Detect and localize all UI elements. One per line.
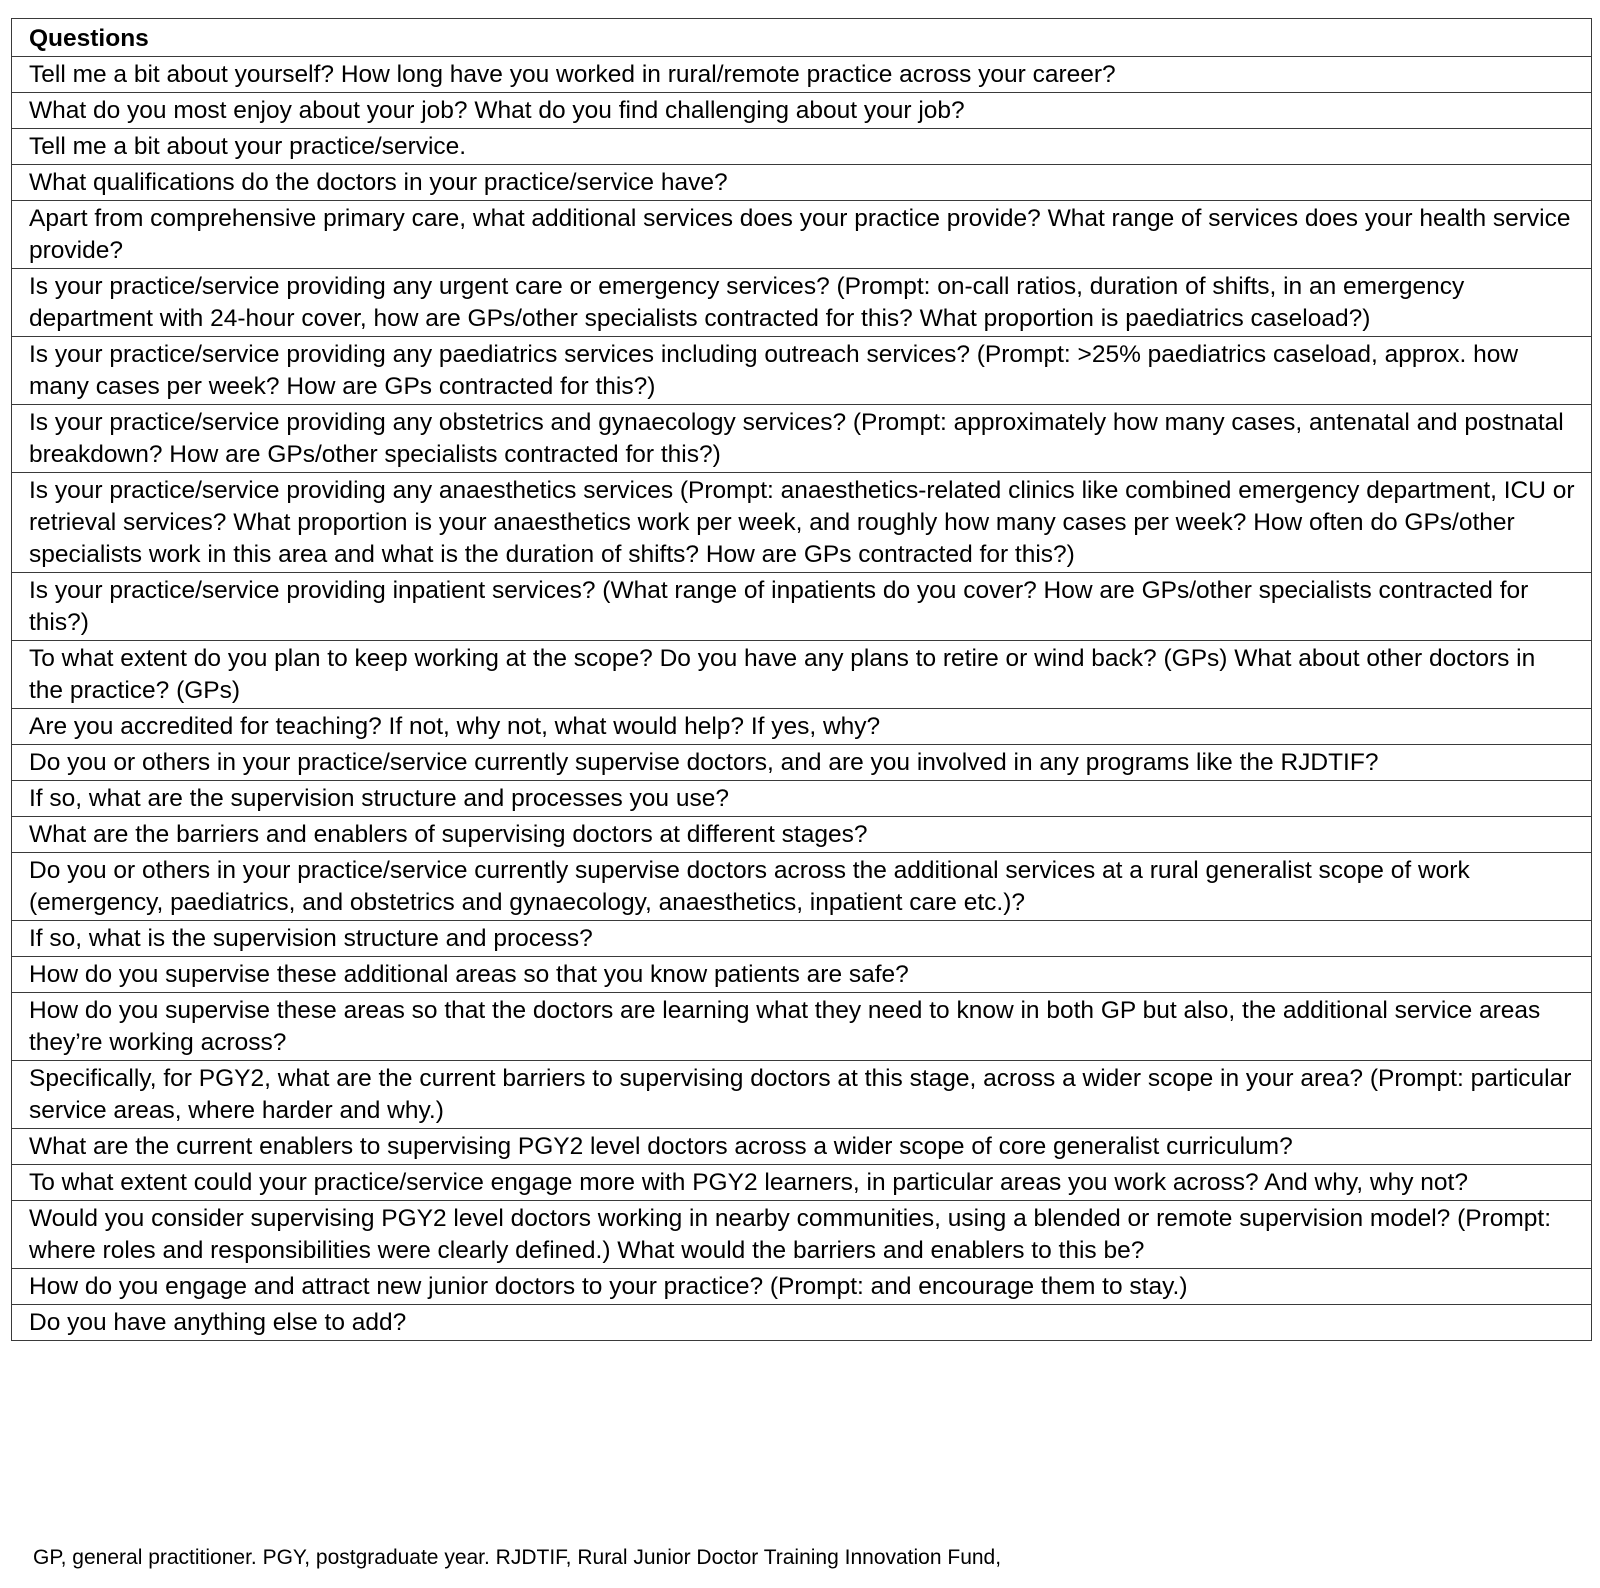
table-row (12, 165, 1592, 201)
table-row (12, 1061, 1592, 1129)
table-row (12, 337, 1592, 405)
question-cell: Would you consider supervising PGY2 level doctors working in nearby communities, using a blended or remote supervision model? (Prompt: where roles and responsibilities were clearly defined.) What would the barriers and enablers to this be? (12, 1201, 1592, 1269)
question-cell: Is your practice/service providing any anaesthetics services (Prompt: anaesthetics-related clinics like combined emergency department, ICU or retrieval services? What proportion is your anaesthetics work per week, and roughly how many cases per week? How often do GPs/other specialists work in this area and what is the duration of shifts? How are GPs contracted for this?) (12, 473, 1592, 573)
question-cell: Is your practice/service providing any paediatrics services including outreach services? (Prompt: >25% paediatrics caseload, approx. how many cases per week? How are GPs contracted for this?) (12, 337, 1592, 405)
question-cell: If so, what is the supervision structure and process? (12, 921, 1592, 957)
table-row (12, 573, 1592, 641)
table-row (12, 853, 1592, 921)
table-row (12, 709, 1592, 745)
table-row (12, 1305, 1592, 1341)
table-row (12, 405, 1592, 473)
question-cell: To what extent do you plan to keep working at the scope? Do you have any plans to retire or wind back? (GPs) What about other doctors in the practice? (GPs) (12, 641, 1592, 709)
table-row (12, 993, 1592, 1061)
table-row (12, 201, 1592, 269)
question-cell: What qualifications do the doctors in your practice/service have? (12, 165, 1592, 201)
questions-table (11, 18, 1592, 1341)
table-row (12, 641, 1592, 709)
question-cell: Tell me a bit about yourself? How long have you worked in rural/remote practice across your career? (12, 57, 1592, 93)
question-cell: Are you accredited for teaching? If not, why not, what would help? If yes, why? (12, 709, 1592, 745)
question-cell: Is your practice/service providing inpatient services? (What range of inpatients do you cover? How are GPs/other specialists contracted for this?) (12, 573, 1592, 641)
question-cell: Apart from comprehensive primary care, what additional services does your practice provide? What range of services does your health service provide? (12, 201, 1592, 269)
question-cell: Specifically, for PGY2, what are the current barriers to supervising doctors at this stage, across a wider scope in your area? (Prompt: particular service areas, where harder and why.) (12, 1061, 1592, 1129)
table-row (12, 921, 1592, 957)
question-cell: What are the current enablers to supervising PGY2 level doctors across a wider scope of core generalist curriculum? (12, 1129, 1592, 1165)
table-row (12, 57, 1592, 93)
question-cell: Do you have anything else to add? (12, 1305, 1592, 1341)
table-row (12, 781, 1592, 817)
table-row (12, 93, 1592, 129)
table-row (12, 745, 1592, 781)
question-cell: Do you or others in your practice/service currently supervise doctors, and are you involved in any programs like the RJDTIF? (12, 745, 1592, 781)
question-cell: Is your practice/service providing any urgent care or emergency services? (Prompt: on-call ratios, duration of shifts, in an emergency department with 24-hour cover, how are GPs/other specialists contracted for this? What proportion is paediatrics caseload?) (12, 269, 1592, 337)
table-header-questions: Questions (12, 19, 1592, 57)
question-cell: To what extent could your practice/service engage more with PGY2 learners, in particular areas you work across? And why, why not? (12, 1165, 1592, 1201)
table-row (12, 1129, 1592, 1165)
table-row (12, 817, 1592, 853)
question-cell: How do you supervise these areas so that the doctors are learning what they need to know in both GP but also, the additional service areas they’re working across? (12, 993, 1592, 1061)
question-cell: What are the barriers and enablers of supervising doctors at different stages? (12, 817, 1592, 853)
table-row (12, 957, 1592, 993)
table-row (12, 1201, 1592, 1269)
table-row (12, 1269, 1592, 1305)
table-row (12, 473, 1592, 573)
question-cell: How do you engage and attract new junior doctors to your practice? (Prompt: and encourage them to stay.) (12, 1269, 1592, 1305)
question-cell: Tell me a bit about your practice/service. (12, 129, 1592, 165)
table-row (12, 269, 1592, 337)
table-footnote: GP, general practitioner. PGY, postgraduate year. RJDTIF, Rural Junior Doctor Training Innovation Fund, (33, 1546, 1002, 1569)
question-cell: Do you or others in your practice/service currently supervise doctors across the additional services at a rural generalist scope of work (emergency, paediatrics, and obstetrics and gynaecology, anaesthetics, inpatient care etc.)? (12, 853, 1592, 921)
table-header-row (12, 19, 1592, 57)
question-cell: If so, what are the supervision structure and processes you use? (12, 781, 1592, 817)
table-body (12, 57, 1592, 1341)
table-row (12, 129, 1592, 165)
question-cell: Is your practice/service providing any obstetrics and gynaecology services? (Prompt: approximately how many cases, antenatal and postnatal breakdown? How are GPs/other specialists contracted for this?) (12, 405, 1592, 473)
questions-table-container (11, 18, 1592, 1341)
question-cell: What do you most enjoy about your job? What do you find challenging about your job? (12, 93, 1592, 129)
table-row (12, 1165, 1592, 1201)
question-cell: How do you supervise these additional areas so that you know patients are safe? (12, 957, 1592, 993)
